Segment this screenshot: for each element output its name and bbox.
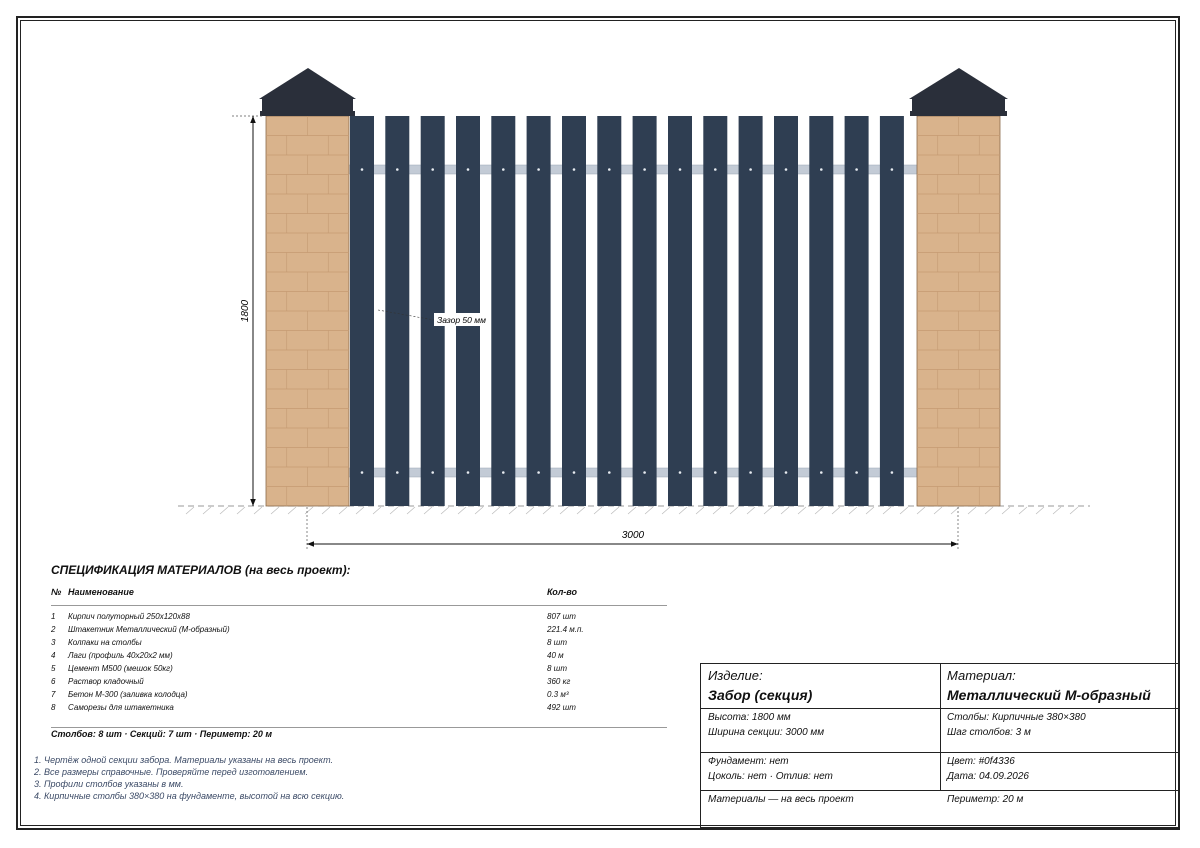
picket [845,116,869,506]
screw-dot [820,168,823,171]
ground-hatch-mark [373,507,381,514]
spec-row-no: 2 [51,625,56,634]
perimeter-value: Периметр: 20 м [947,794,1024,805]
spec-row-name: Раствор кладочный [68,677,144,686]
note-line: 1. Чертёж одной секции забора. Материалы указаны на весь проект. [34,755,334,765]
screw-dot [537,471,540,474]
ground-hatch-mark [271,507,279,514]
spec-row-no: 8 [51,703,56,712]
picket [527,116,551,506]
screw-dot [467,168,470,171]
ground-hatch-mark [458,507,466,514]
ground-hatch-mark [441,507,449,514]
ground-hatch-mark [679,507,687,514]
screw-dot [643,471,646,474]
picket [562,116,586,506]
spec-col-name: Наименование [68,587,134,597]
spec-row-qty: 0.3 м³ [547,690,569,699]
width-dim-label: 3000 [621,530,645,541]
ground-hatch-mark [985,507,993,514]
spec-row-name: Цемент М500 (мешок 50кг) [68,664,173,673]
spec-row-name: Кирпич полуторный 250х120х88 [68,612,190,621]
ground-hatch-mark [220,507,228,514]
title-block-divider-h3 [701,790,1179,791]
spec-row-no: 7 [51,690,56,699]
ground-hatch-mark [288,507,296,514]
section-width-value: Ширина секции: 3000 мм [708,727,825,738]
ground-hatch-mark [322,507,330,514]
spec-row-no: 4 [51,651,56,660]
spec-summary-divider [51,727,667,728]
ground-hatch-mark [305,507,313,514]
screw-dot [502,471,505,474]
ground-hatch-mark [900,507,908,514]
ground-hatch-mark [594,507,602,514]
title-block [700,663,1180,828]
ground-hatch-mark [883,507,891,514]
ground-hatch-mark [917,507,925,514]
ground-hatch-mark [747,507,755,514]
ground-hatch-mark [577,507,585,514]
ground-hatch-mark [696,507,704,514]
picket [774,116,798,506]
ground-hatch-mark [849,507,857,514]
height-value: Высота: 1800 мм [708,712,791,723]
screw-dot [537,168,540,171]
ground-hatch-mark [390,507,398,514]
color-value: Цвет: #0f4336 [947,756,1015,767]
spec-row-no: 5 [51,664,56,673]
plinth-value: Цоколь: нет · Отлив: нет [708,771,833,782]
note-line: 4. Кирпичные столбы 380×380 на фундаменте, высотой на всю секцию. [34,791,345,801]
ground-hatch-mark [662,507,670,514]
spec-row [51,703,667,716]
screw-dot [855,168,858,171]
spec-row-no: 6 [51,677,56,686]
screw-dot [714,471,717,474]
picket [350,116,374,506]
right-cap-body [912,98,1005,111]
picket [421,116,445,506]
spec-row [51,664,667,677]
left-brick-post [259,68,356,506]
ground-hatch-mark [339,507,347,514]
spec-row-no: 1 [51,612,56,621]
height-dim-label: 1800 [240,299,251,323]
product-label: Изделие: [708,668,763,683]
picket [809,116,833,506]
ground-hatch-mark [781,507,789,514]
ground-hatch-mark [713,507,721,514]
screw-dot [573,168,576,171]
material-value: Металлический М-образный [947,687,1151,703]
spec-row-qty: 8 шт [547,638,567,647]
ground-hatch [186,507,1078,514]
spec-header-divider [51,605,667,606]
spec-row [51,677,667,690]
title-block-divider-h2 [701,752,1179,753]
spec-row-name: Бетон М-300 (заливка колодца) [68,690,188,699]
post-step-value: Шаг столбов: 3 м [947,727,1031,738]
ground-hatch-mark [492,507,500,514]
ground-hatch-mark [628,507,636,514]
ground-hatch-mark [356,507,364,514]
screw-dot [891,168,894,171]
spec-row [51,651,667,664]
right-cap-base [910,111,1007,116]
gap-label: Зазор 50 мм [437,315,486,325]
left-cap-roof [259,68,356,99]
screw-dot [467,471,470,474]
screw-dot [573,471,576,474]
spec-title: СПЕЦИФИКАЦИЯ МАТЕРИАЛОВ (на весь проект): [51,563,351,577]
screw-dot [431,168,434,171]
posts-value: Столбы: Кирпичные 380×380 [947,712,1086,723]
foundation-value: Фундамент: нет [708,756,789,767]
screw-dot [608,471,611,474]
ground-hatch-mark [645,507,653,514]
picket [739,116,763,506]
note-line: 2. Все размеры справочные. Проверяйте перед изготовлением. [34,767,309,777]
ground-hatch-mark [203,507,211,514]
ground-hatch-mark [237,507,245,514]
spec-row [51,612,667,625]
spec-summary: Столбов: 8 шт · Секций: 7 шт · Периметр: 20 м [51,729,273,739]
ground-hatch-mark [1019,507,1027,514]
screw-dot [891,471,894,474]
ground-hatch-mark [543,507,551,514]
ground-hatch-mark [611,507,619,514]
picket [456,116,480,506]
screw-dot [502,168,505,171]
ground-hatch-mark [424,507,432,514]
spec-row-qty: 807 шт [547,612,576,621]
ground-hatch-mark [866,507,874,514]
picket [385,116,409,506]
ground-hatch-mark [1002,507,1010,514]
screw-dot [643,168,646,171]
screw-dot [361,471,364,474]
spec-row-qty: 221.4 м.п. [547,625,584,634]
screw-dot [679,471,682,474]
ground-hatch-mark [832,507,840,514]
screw-dot [820,471,823,474]
ground-hatch-mark [407,507,415,514]
spec-col-no: № [51,587,62,597]
ground-hatch-mark [509,507,517,514]
screw-dot [679,168,682,171]
spec-row-qty: 492 шт [547,703,576,712]
ground-hatch-mark [934,507,942,514]
spec-col-qty: Кол-во [547,587,577,597]
right-brick-post [909,68,1008,506]
ground-hatch-mark [815,507,823,514]
note-line: 3. Профили столбов указаны в мм. [34,779,184,789]
screw-dot [785,471,788,474]
spec-row-qty: 40 м [547,651,564,660]
screw-dot [361,168,364,171]
screw-dot [855,471,858,474]
ground-hatch-mark [526,507,534,514]
right-cap-roof [909,68,1008,99]
spec-row-qty: 360 кг [547,677,571,686]
notes-block [34,754,344,802]
ground-hatch-mark [764,507,772,514]
picket [633,116,657,506]
spec-row-name: Колпаки на столбы [68,638,142,647]
picket [668,116,692,506]
picket [703,116,727,506]
ground-hatch-mark [1053,507,1061,514]
ground-hatch-mark [798,507,806,514]
spec-row-name: Саморезы для штакетника [68,703,174,712]
material-label: Материал: [947,668,1016,683]
ground-hatch-mark [1070,507,1078,514]
screw-dot [714,168,717,171]
spec-row [51,625,667,638]
ground-hatch-mark [968,507,976,514]
product-value: Забор (секция) [708,687,813,703]
spec-row [51,638,667,651]
spec-row [51,690,667,703]
title-block-divider-v [940,664,941,790]
date-value: Дата: 04.09.2026 [947,771,1029,782]
title-block-divider-h1 [701,708,1179,709]
pickets-group [350,116,904,506]
left-cap-body [262,98,353,111]
screw-dot [396,168,399,171]
ground-hatch-mark [730,507,738,514]
spec-row-name: Лаги (профиль 40х20х2 мм) [68,651,173,660]
ground-hatch-mark [1036,507,1044,514]
picket [880,116,904,506]
spec-row-no: 3 [51,638,56,647]
spec-row-name: Штакетник Металлический (М-образный) [68,625,230,634]
ground-hatch-mark [186,507,194,514]
picket [597,116,621,506]
materials-note: Материалы — на весь проект [708,794,854,805]
screw-dot [785,168,788,171]
spec-row-qty: 8 шт [547,664,567,673]
screw-dot [396,471,399,474]
screw-dot [749,471,752,474]
screw-dot [749,168,752,171]
ground-hatch-mark [254,507,262,514]
left-cap-base [260,111,355,116]
ground-hatch-mark [560,507,568,514]
ground-hatch-mark [475,507,483,514]
picket [491,116,515,506]
screw-dot [608,168,611,171]
screw-dot [431,471,434,474]
